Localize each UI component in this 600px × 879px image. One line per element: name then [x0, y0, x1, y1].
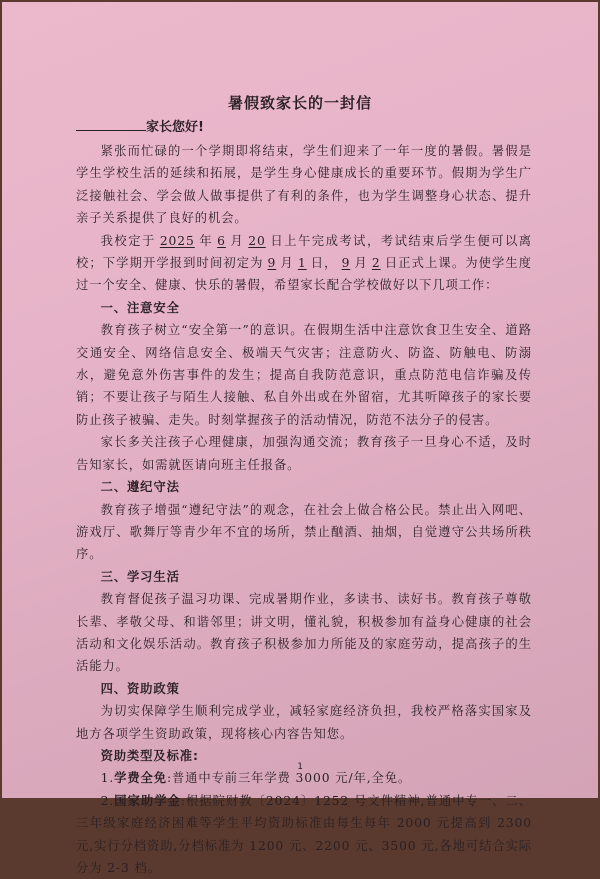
- section-heading-study: 三、学习生活: [100, 569, 180, 584]
- aid-item-grant: [76, 790, 532, 879]
- safety-paragraph-2: 家长多关注孩子心理健康，加强沟通交流；教育孩子一旦身心不适，及时告知家长，如需就医请向班主任报备。: [76, 435, 532, 472]
- year-unit: 年: [198, 233, 214, 248]
- safety-paragraph-1: 教育孩子树立“安全第一”的意识。在假期生活中注意饮食卫生安全、道路交通安全、网络信息安全、极端天气灾害；注意防火、防盗、防触电、防溺水，避免意外伤害事件的发生；提高自我防范意识，重点防范电信诈骗及传销；不要让孩子与陌生人接触、私自外出或在外留宿，尤其听障孩子的家长要防止孩子被骗、走失。时刻掌握孩子的活动情况，防范不法分子的侵害。: [76, 323, 532, 427]
- schedule-paragraph: [76, 230, 532, 297]
- report-day: 1: [297, 256, 307, 271]
- section-heading-aid: 四、资助政策: [100, 681, 180, 696]
- greeting-text: 家长您好!: [146, 120, 204, 135]
- schedule-suffix: 日正式上课。为使学生度过一个安全、健康、快乐的暑假，希望家长配合学校做好以下几项工作：: [76, 256, 532, 293]
- report-month-unit: 月: [280, 256, 294, 271]
- letter-title: 暑假致家长的一封信: [227, 94, 372, 112]
- letter-page: [2, 2, 598, 875]
- schedule-prefix: 我校定于: [100, 233, 156, 248]
- class-day: 2: [371, 256, 381, 271]
- exam-day: 20: [248, 233, 266, 248]
- exam-month: 6: [217, 233, 226, 248]
- class-month: 9: [341, 256, 351, 271]
- aid-item-number: 1.: [100, 771, 115, 786]
- aid-item-number: 2.: [100, 793, 115, 808]
- schedule-middle: 日上午完成考试，考试结束后学生便可以离校；下学期开学报到时间初定为: [76, 233, 533, 271]
- report-month: 9: [267, 256, 277, 271]
- study-paragraph: 教育督促孩子温习功课、完成暑期作业，多读书、读好书。教育孩子尊敬长辈、孝敬父母、和谐邻里；讲文明，懂礼貌，积极参加有益身心健康的社会活动和文化娱乐活动。教育孩子积极参加力所能及的家庭劳动，提高孩子的生活能力。: [76, 592, 532, 674]
- exam-year: 2025: [159, 233, 195, 248]
- page-number: 1: [297, 762, 303, 772]
- intro-paragraph: 紧张而忙碌的一个学期即将结束，学生们迎来了一年一度的暑假。暑假是学生学校生活的延续和拓展，是学生身心健康成长的重要环节。假期为学生广泛接触社会、学会做人做事提供了有利的条件，也为学生调整身心状态、提升亲子关系提供了良好的机会。: [76, 144, 532, 226]
- greeting: [76, 116, 204, 135]
- law-paragraph: 教育孩子增强“遵纪守法”的观念，在社会上做合格公民。禁止出入网吧、游戏厅、歌舞厅等青少年不宜的场所，禁止酗酒、抽烟，自觉遵守公共场所秩序。: [76, 502, 532, 562]
- class-month-unit: 月: [354, 256, 368, 271]
- report-day-unit: 日，: [310, 256, 338, 271]
- section-heading-safety: 一、注意安全: [100, 300, 180, 315]
- aid-types-heading: 资助类型及标准:: [100, 748, 199, 763]
- month-unit: 月: [229, 233, 245, 248]
- aid-item-label: 学费全免: [114, 771, 167, 786]
- aid-paragraph: 为切实保障学生顺利完成学业，减轻家庭经济负担，我校严格落实国家及地方各项学生资助政策，现将核心内容告知您。: [76, 704, 532, 741]
- aid-item-text: :普通中专前三年学费 3000 元/年,全免。: [166, 771, 412, 786]
- parent-name-blank: [76, 118, 146, 131]
- aid-item-label: 国家助学金: [114, 793, 181, 808]
- aid-item-text: :根据院财教〔2024〕1252 号文件精神,普通中专一、二、三年级家庭经济困难等学生平均资助标准由每生每年 2000 元提高到 2300 元,实行分档资助,分档标准为 1200 元、2200 元、3500 元,各地可结合实际分为 2-3 档。: [76, 793, 532, 875]
- section-heading-law: 二、遵纪守法: [100, 480, 180, 495]
